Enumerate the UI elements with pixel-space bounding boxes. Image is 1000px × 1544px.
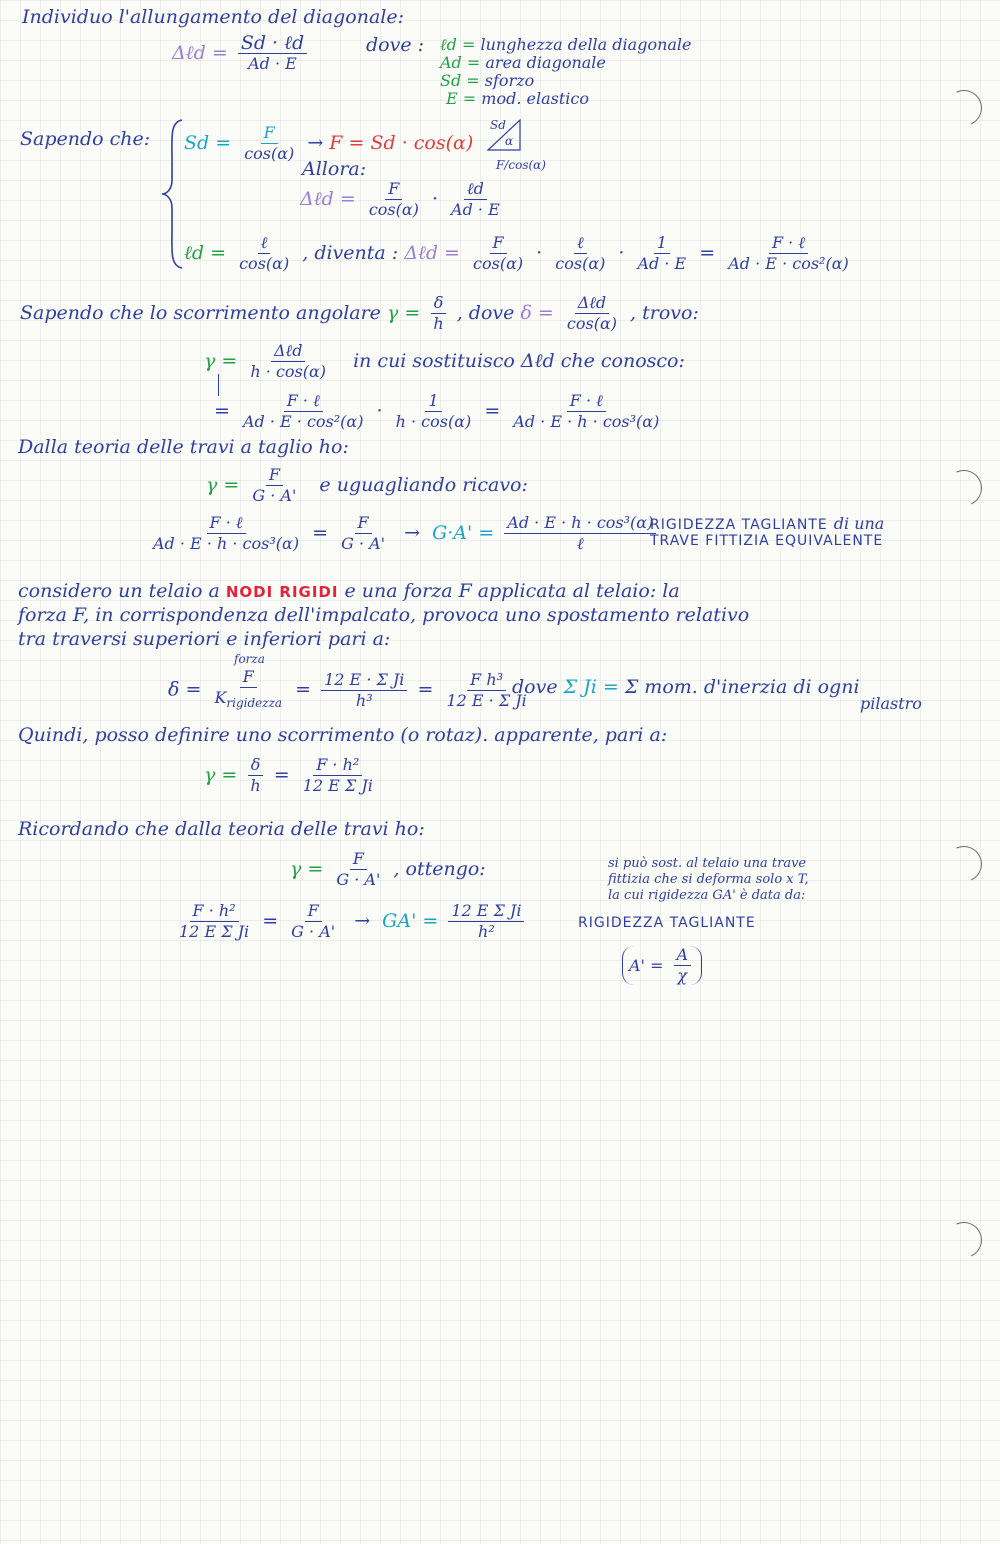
quindi-line: Quindi, posso definire uno scorrimento (o rotaz). apparente, pari a: [18, 724, 668, 746]
binder-hole-1 [941, 85, 987, 131]
eq-delta-ld: Δℓd = $\frac{\text{Sd · ℓd}}{Ad \cdot E}$ [172, 34, 311, 73]
triangle-label-f: F/cos(α) [496, 158, 546, 172]
def-ad: Ad = area diagonale [440, 53, 606, 72]
binder-hole-3 [941, 841, 987, 887]
binder-hole-4 [941, 1217, 987, 1263]
binder-hole-2 [941, 465, 987, 511]
def-sd: Sd = sforzo [440, 71, 535, 90]
eq-gamma-1: γ = $\frac{\text{Δℓd}}{h \cdot \cos(\alpha)}$ in cui sostituisco Δℓd che conosco: [204, 341, 685, 381]
forza-annotation: forza [234, 652, 265, 666]
shear-area-note: A' = $\frac{A}{\chi}$ [622, 946, 702, 985]
pilastro-note: pilastro [860, 694, 922, 713]
teoria-line: Dalla teoria delle travi a taglio ho: [18, 436, 349, 458]
allora-label: Allora: [302, 158, 367, 180]
eq-delta-stiffness: δ = $\frac{F}{K_{rigidezza}}$ = $\frac{\text{12 E · Σ Ji}}{\text{h³}}$ = $\frac{\text{F h³}}{\text{12 E · Σ Ji}}$ [168, 667, 527, 710]
eq-gamma-apparent: γ = $\frac{\delta}{h}$ = $\frac{\text{F · h²}}{\text{12 E Σ Ji}}$ [204, 755, 373, 795]
rigidezza-label-1: RIGIDEZZA TAGLIANTE di una [650, 514, 885, 533]
sapendo-che-label: Sapendo che: [20, 128, 151, 150]
triangle-label-sd: Sd [490, 118, 506, 132]
traversi-line: tra traversi superiori e inferiori pari a: [18, 628, 391, 650]
side-note: si può sost. al telaio una trave fittizia che si deforma solo x T, la cui rigidezza GA' è data da: [608, 856, 809, 903]
eq-ld: ℓd = $\frac{\text{ℓ}}{\cos(\alpha)}$ , diventa : Δℓd = $\frac{F}{\cos(\alpha)}$ · $\frac{\text{ℓ}}{\cos(\alpha)}$ · $\frac{1}{Ad \cdot E}$ = $\frac{\text{F · ℓ}}{\text{Ad · E · cos²(α)}}$ [184, 233, 849, 273]
eq-ga-derivation: $\frac{\text{F · ℓ}}{\text{Ad · E · h · cos³(α)}}$ = $\frac{F}{G \cdot A'}$ → G·A' = $\frac{\text{Ad · E · h · cos³(α)}}{\text{ℓ}}$ [146, 514, 660, 553]
def-ld: ℓd = lunghezza della diagonale [440, 35, 692, 54]
eq-ga-telaio: $\frac{\text{F · h²}}{\text{12 E Σ Ji}}$ = $\frac{F}{G \cdot A'}$ → GA' = $\frac{\text{12 E Σ Ji}}{\text{h²}}$ [172, 902, 528, 941]
definitions-dove: dove : [366, 34, 425, 56]
def-e: E = mod. elastico [446, 89, 589, 108]
eq-sd: Sd = $\frac{F}{\cos(\alpha)}$ → F = Sd · cos(α) [184, 123, 474, 163]
rigidezza-label-1b: TRAVE FITTIZIA EQUIVALENTE [650, 533, 884, 549]
curly-brace [160, 118, 186, 270]
eq-gamma-2: = $\frac{\text{F · ℓ}}{\text{Ad · E · cos²(α)}}$ · $\frac{1}{h \cdot \cos(\alpha)}$ = $\frac{\text{F · ℓ}}{\text{Ad · E · h · cos³(α)}}$ [214, 391, 660, 431]
heading-line: Individuo l'allungamento del diagonale: [22, 6, 405, 28]
forza-line: forza F, in corrispondenza dell'impalcato, provoca uno spostamento relativo [18, 604, 750, 626]
ricordando-line: Ricordando che dalla teoria delle travi ho: [18, 818, 425, 840]
triangle-label-alpha: α [505, 134, 514, 148]
rigidezza-label-2: RIGIDEZZA TAGLIANTE [578, 915, 756, 931]
eq-gamma-travi: γ = $\frac{F}{G \cdot A'}$ e uguagliando ricavo: [206, 465, 528, 505]
considero-line: considero un telaio a NODI RIGIDI e una forza F applicata al telaio: la [18, 580, 680, 602]
eq-gamma-travi-2: γ = $\frac{F}{G \cdot A'}$ , ottengo: [290, 849, 486, 889]
eq-delta-ld-2: Δℓd = $\frac{F}{\cos(\alpha)}$ · $\frac{\text{ℓd}}{Ad \cdot E}$ [300, 179, 500, 219]
sji-definition: dove Σ Ji = Σ mom. d'inerzia di ogni [512, 676, 860, 698]
scorrimento-line: Sapendo che lo scorrimento angolare γ = $\frac{\delta}{h}$ , dove δ = $\frac{\text{Δℓd}}{\cos(\alpha)}$ , trovo: [20, 293, 699, 333]
